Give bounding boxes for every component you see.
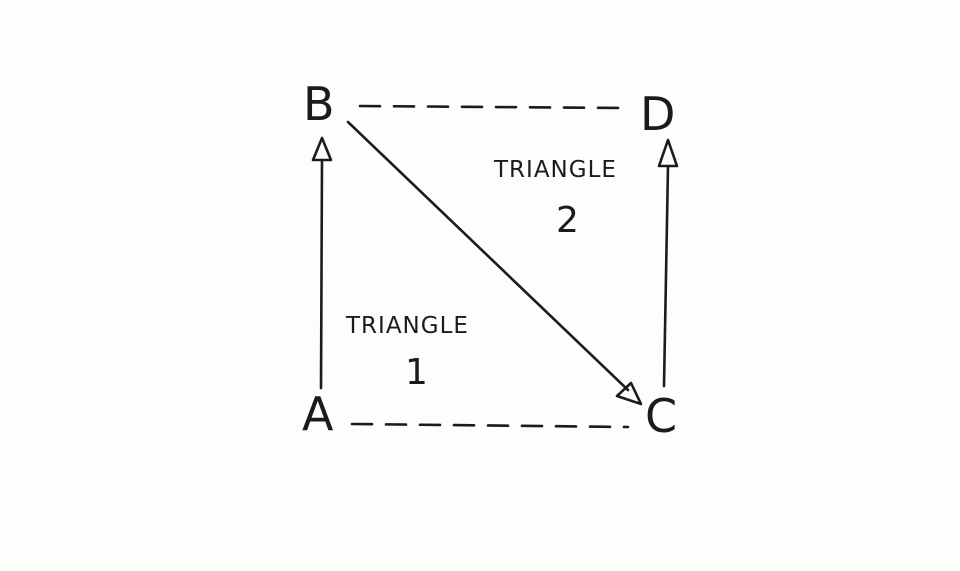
edge-c-to-d [664, 166, 668, 386]
triangle-1-label: TRIANGLE [346, 313, 469, 339]
vertex-label-b: B [303, 77, 335, 131]
arrowhead-c [617, 383, 641, 404]
edge-a-to-b [321, 160, 322, 388]
arrowhead-b [313, 138, 331, 160]
triangle-1-number: 1 [405, 352, 428, 393]
vertex-label-a: A [302, 387, 334, 441]
vertex-label-d: D [640, 87, 676, 141]
vertex-label-c: C [645, 389, 678, 443]
triangle-2-label: TRIANGLE [494, 157, 617, 183]
dashed-edge-b-d [360, 106, 626, 108]
arrowhead-d [659, 140, 677, 166]
dashed-edge-a-c [352, 424, 628, 427]
triangle-2-number: 2 [556, 200, 579, 241]
